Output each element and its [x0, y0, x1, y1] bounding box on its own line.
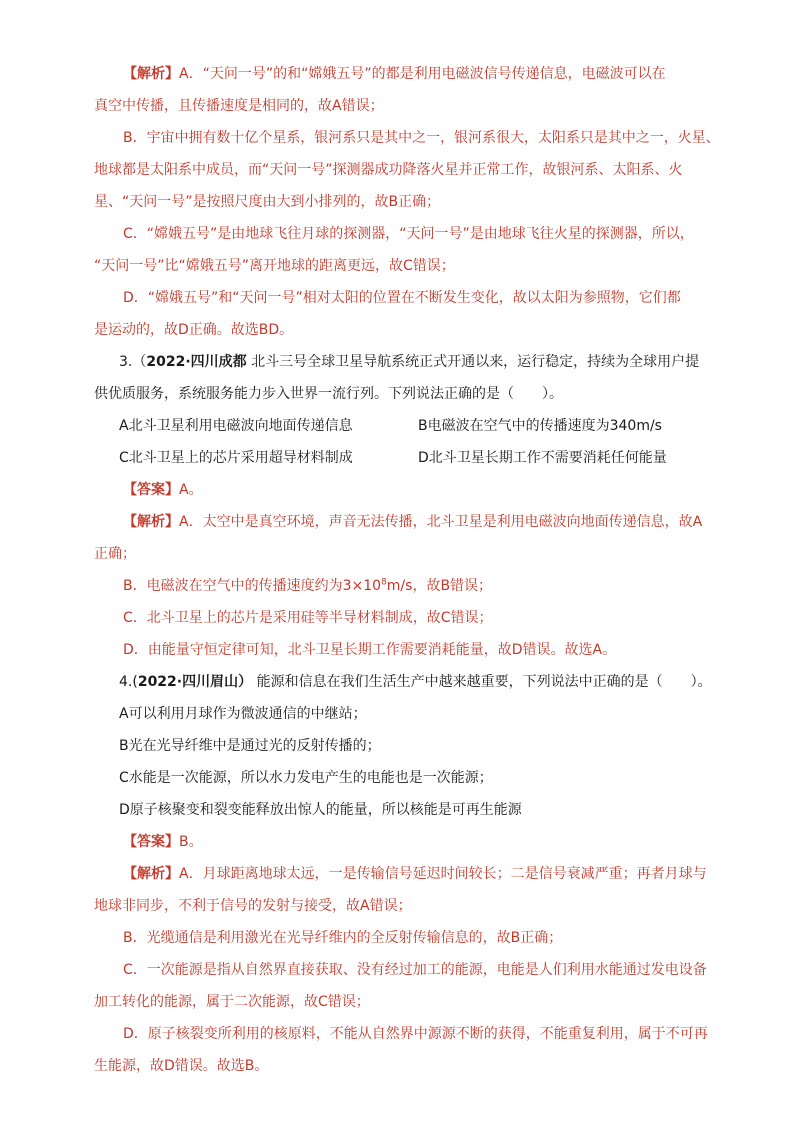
analysis-line: 正确； — [94, 546, 136, 562]
question-3-stem-cont: 供优质服务，系统服务能力步入世界一流行列。下列说法正确的是（ ）。 — [94, 386, 563, 402]
option-a: A可以利用月球作为微波通信的中继站； — [119, 706, 367, 722]
analysis-line: D．原子核裂变所利用的核原料，不能从自然界中源源不断的获得，不能重复利用，属于不可再 — [123, 1026, 708, 1042]
analysis-line — [123, 512, 702, 532]
analysis-line: 地球非同步，不利于信号的发射与接受，故A错误； — [94, 898, 412, 914]
analysis-line: C．一次能源是指从自然界直接获取、没有经过加工的能源，电能是人们利用水能通过发电设备 — [123, 962, 707, 978]
analysis-line: 星、“天问一号”是按照尺度由大到小排列的，故B正确； — [94, 194, 441, 210]
question-3-stem — [119, 352, 699, 372]
option-d: D原子核聚变和裂变能释放出惊人的能量，所以核能是可再生能源 — [119, 802, 522, 818]
analysis-line — [123, 864, 707, 884]
analysis-line: C．北斗卫星上的芯片是采用硅等半导材料制成，故C错误； — [123, 610, 493, 626]
answer-tag: 【答案】 — [123, 834, 179, 850]
option-c: C水能是一次能源，所以水力发电产生的电能也是一次能源； — [119, 770, 493, 786]
option-b: B光在光导纤维中是通过光的反射传播的； — [119, 738, 381, 754]
analysis-line: 加工转化的能源，属于二次能源，故C错误； — [94, 994, 370, 1010]
question-source: 2022·四川眉山） — [137, 674, 253, 690]
answer-value: A。 — [179, 482, 203, 498]
question-text: 北斗三号全球卫星导航系统正式开通以来，运行稳定，持续为全球用户提 — [251, 354, 700, 370]
analysis-line — [123, 576, 492, 596]
analysis-text: A．月球距离地球太远，一是传输信号延迟时间较长；二是信号衰减严重；再者月球与 — [179, 866, 707, 882]
question-number: 3.（ — [119, 354, 147, 370]
analysis-text: B．电磁波在空气中的传播速度约为3×10 — [123, 578, 382, 594]
analysis-tag: 【解析】 — [123, 866, 179, 882]
option-a: A北斗卫星利用电磁波向地面传递信息 — [119, 418, 353, 434]
analysis-text: A．“天问一号”的和“嫦娥五号”的都是利用电磁波信号传递信息，电磁波可以在 — [179, 66, 666, 82]
question-source: 2022·四川成都 — [146, 354, 247, 370]
question-4-stem — [119, 672, 712, 692]
option-c: C北斗卫星上的芯片采用超导材料制成 — [119, 450, 353, 466]
answer-tag: 【答案】 — [123, 482, 179, 498]
exponent: 8 — [381, 577, 387, 588]
analysis-tag: 【解析】 — [123, 514, 179, 530]
answer-line — [123, 480, 203, 500]
analysis-line: D．“嫦娥五号”和“天问一号”相对太阳的位置在不断发生变化，故以太阳为参照物，它们都 — [123, 290, 681, 306]
answer-value: B。 — [179, 834, 203, 850]
analysis-line: C．“嫦娥五号”是由地球飞往月球的探测器，“天问一号”是由地球飞往火星的探测器，所以， — [123, 226, 694, 242]
analysis-line: D．由能量守恒定律可知，北斗卫星长期工作需要消耗能量，故D错误。故选A。 — [123, 642, 617, 658]
analysis-line: 生能源，故D错误。故选B。 — [94, 1058, 269, 1074]
question-text: 能源和信息在我们生活生产中越来越重要，下列说法中正确的是（ ）。 — [256, 674, 712, 690]
analysis-line: 是运动的，故D正确。故选BD。 — [94, 322, 294, 338]
question-number: 4.( — [119, 674, 138, 690]
answer-line — [123, 832, 203, 852]
analysis-line: B．光缆通信是利用激光在光导纤维内的全反射传输信息的，故B正确； — [123, 930, 563, 946]
analysis-tag: 【解析】 — [123, 66, 179, 82]
analysis-line — [123, 64, 666, 84]
analysis-text: A．太空中是真空环境，声音无法传播，北斗卫星是利用电磁波向地面传递信息，故A — [179, 514, 703, 530]
analysis-line: 真空中传播，且传播速度是相同的，故A错误； — [94, 98, 384, 114]
analysis-text: m/s，故B错误； — [386, 578, 493, 594]
analysis-line: “天问一号”比“嫦娥五号”离开地球的距离更远，故C错误； — [94, 258, 455, 274]
option-d: D北斗卫星长期工作不需要消耗任何能量 — [418, 450, 667, 466]
analysis-line: 地球都是太阳系中成员，而“天问一号”探测器成功降落火星并正常工作，故银河系、太阳系、火 — [94, 162, 683, 178]
analysis-line: B．宇宙中拥有数十亿个星系，银河系只是其中之一，银河系很大，太阳系只是其中之一，火星、 — [123, 130, 720, 146]
option-b: B电磁波在空气中的传播速度为340m/s — [418, 418, 662, 434]
